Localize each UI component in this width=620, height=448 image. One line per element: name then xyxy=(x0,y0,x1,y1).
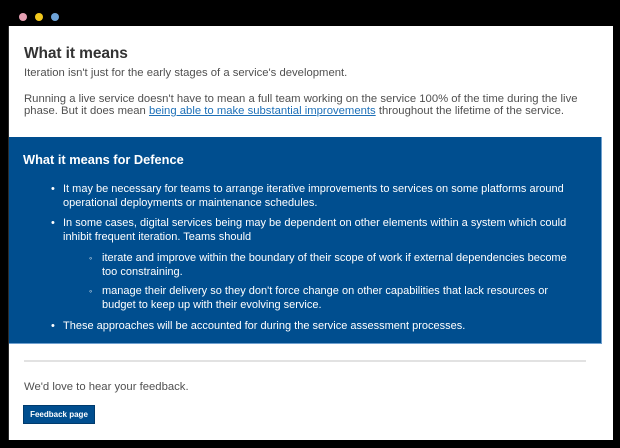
list-item xyxy=(51,217,583,244)
sub-list-item xyxy=(89,252,582,279)
list-item-text: In some cases, digital services being may be dependent on other elements within a system which could inhibit frequent iteration. Teams should xyxy=(63,217,567,243)
bullet-icon: • xyxy=(51,183,55,195)
hollow-bullet-icon: ◦ xyxy=(89,286,93,296)
hollow-bullet-icon: ◦ xyxy=(89,253,93,263)
page-content xyxy=(8,26,613,440)
list-item-text: These approaches will be accounted for during the service assessment processes. xyxy=(63,320,466,332)
feedback-prompt: We'd love to hear your feedback. xyxy=(24,381,189,393)
defence-heading: What it means for Defence xyxy=(23,152,184,167)
sub-list-item xyxy=(89,285,582,312)
substantial-improvements-link[interactable]: being able to make substantial improvements xyxy=(148,105,376,117)
minimize-window-dot-icon[interactable] xyxy=(35,13,43,21)
bullet-icon: • xyxy=(51,217,55,229)
window-titlebar xyxy=(0,0,620,26)
intro-lead: Iteration isn't just for the early stages of a service's development. xyxy=(24,67,348,79)
page-title: What it means xyxy=(24,45,128,62)
intro-paragraph xyxy=(24,93,584,117)
list-item-text: It may be necessary for teams to arrange iterative improvements to services on some platforms around operational deployments or maintenance schedules. xyxy=(63,183,564,209)
bullet-icon: • xyxy=(51,320,55,332)
feedback-page-button[interactable]: Feedback page xyxy=(23,405,95,424)
maximize-window-dot-icon[interactable] xyxy=(51,13,59,21)
intro-paragraph-start: Running a live service doesn't have to mean a full team working on the service 100% of the time during the live phase. But it does mean xyxy=(24,93,578,117)
sub-list-item-text: manage their delivery so they don't force change on other capabilities that lack resources or budget to keep up with their evolving service. xyxy=(102,285,549,311)
list-item xyxy=(51,320,583,334)
close-window-dot-icon[interactable] xyxy=(19,13,27,21)
defence-callout xyxy=(9,137,602,344)
intro-paragraph-end: throughout the lifetime of the service. xyxy=(375,105,565,117)
list-item xyxy=(51,183,583,210)
section-divider xyxy=(24,360,586,362)
sub-list-item-text: iterate and improve within the boundary of their scope of work if external dependencies become too constraining. xyxy=(102,252,567,278)
